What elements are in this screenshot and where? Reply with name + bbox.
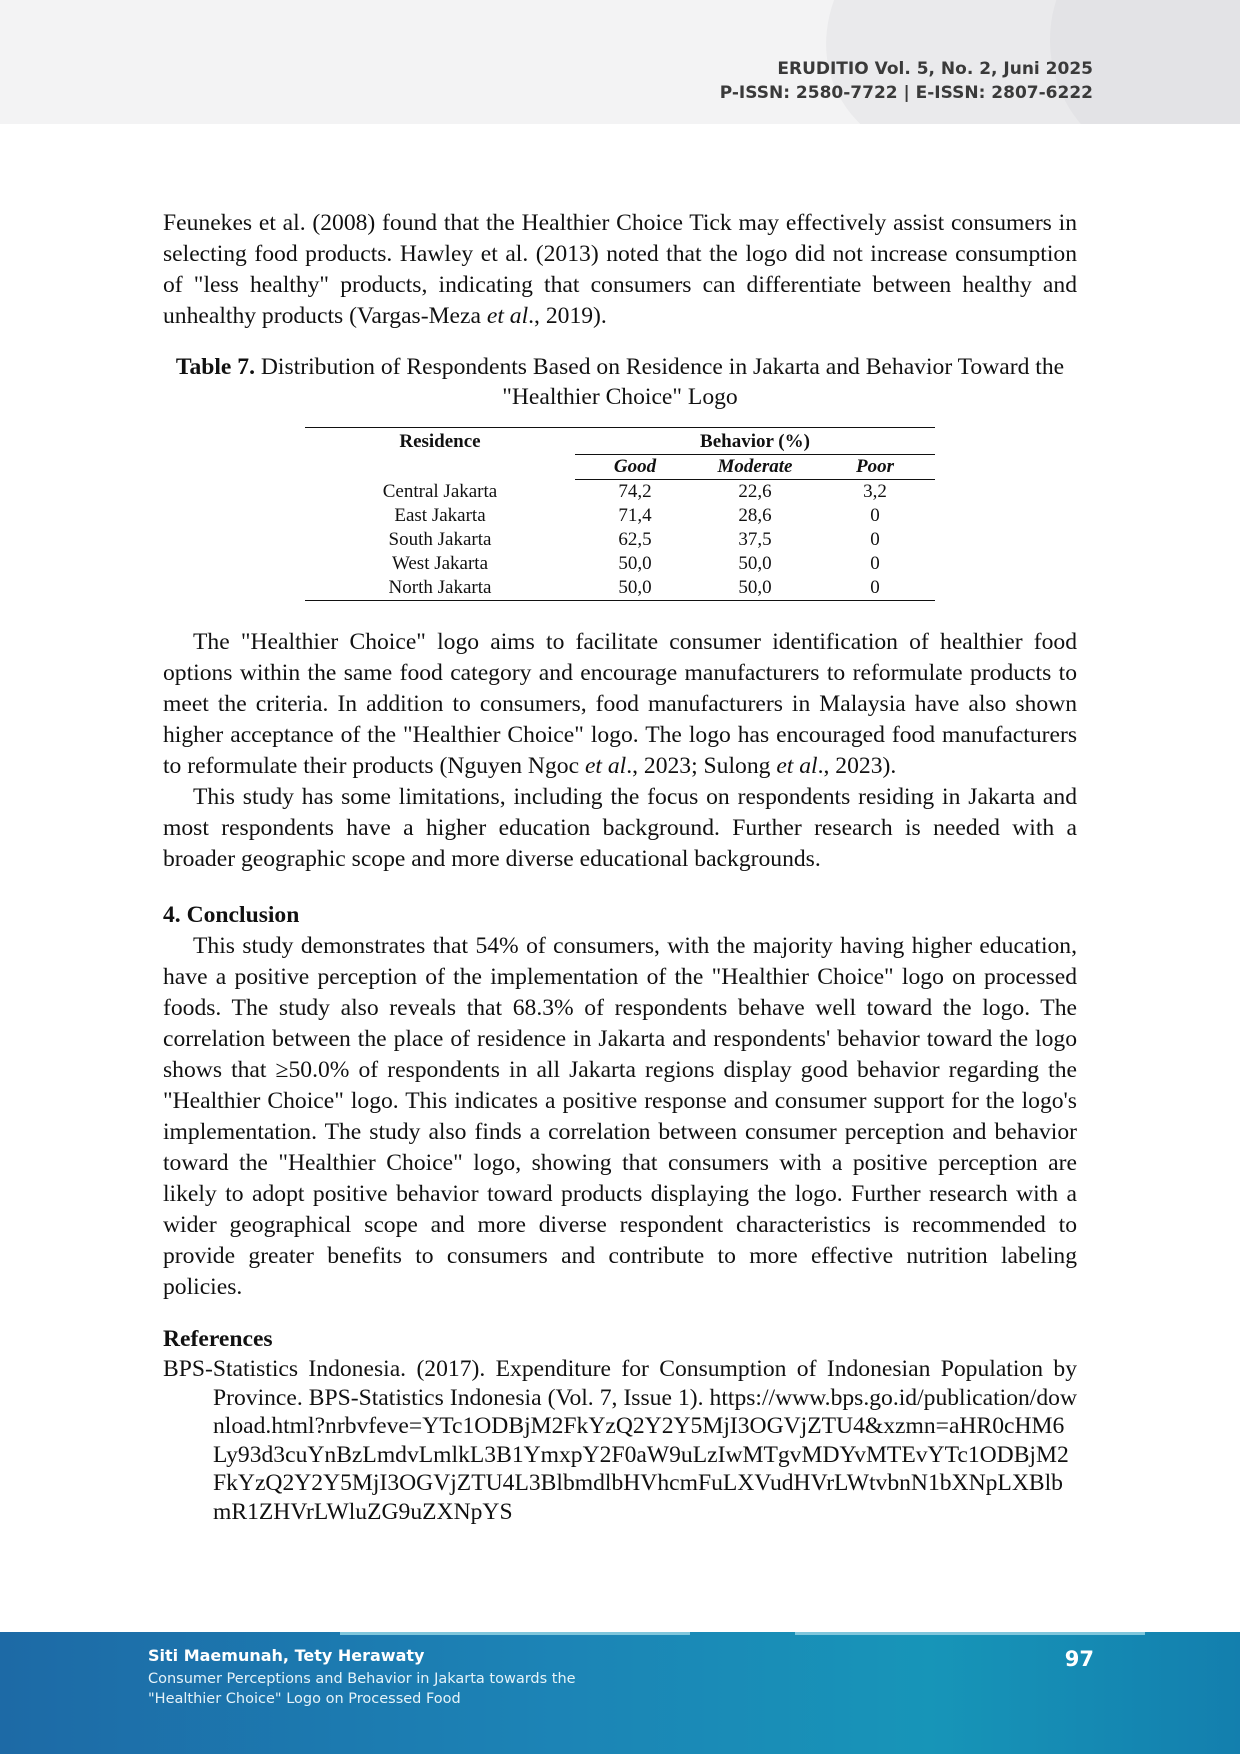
column-header-poor: Poor — [815, 455, 935, 480]
text-run-italic: et al — [584, 753, 627, 779]
cell-good: 50,0 — [575, 576, 695, 601]
residence-behavior-table — [305, 427, 935, 601]
reference-url[interactable]: https://www.bps.go.id/publication/download.html?nrbvfeve=YTc1ODBjM2FkYzQ2Y2Y5MjI3OGVjZTU4&xzmn=aHR0cHM6Ly93d3cuYnBzLmdvLmlkL3B1YmxpY2F0aW9uLzIwMTgvMDYvMTEvYTc1ODBjM2FkYzQ2Y2Y5MjI3OGVjZTU4L3BlbmdlbHVhcmFuLXVudHVrLWtvbnN1bXNpLXBlbmR1ZHVrLWluZG9uZXNpYS — [213, 1384, 1077, 1525]
text-run: Feunekes et al. (2008) found that the Healthier Choice Tick may effectively assist consumers in selecting food products. Hawley et al. (2013) noted that the logo did not increase consumption of "less healthy" products, indicating that consumers can differentiate between healthy and unhealthy products (Vargas-Meza — [163, 210, 1077, 329]
text-run: ., 2023). — [817, 753, 897, 779]
discussion-paragraph — [163, 627, 1077, 782]
cell-moderate: 50,0 — [695, 576, 815, 601]
journal-volume: ERUDITIO Vol. 5, No. 2, Juni 2025 — [777, 59, 1093, 79]
reference-text: BPS-Statistics Indonesia. (2017). Expenditure for Consumption of Indonesian Population by Province. BPS-Statistics Indonesia (Vol. 7, Issue 1). — [163, 1356, 1077, 1411]
text-run: ., 2023; Sulong — [626, 753, 777, 779]
table-row — [305, 576, 935, 601]
cell-residence: South Jakarta — [388, 529, 492, 550]
footer-authors: Siti Maemunah, Tety Herawaty — [148, 1646, 425, 1665]
journal-issn: P-ISSN: 2580-7722 | E-ISSN: 2807-6222 — [719, 83, 1093, 103]
reference-entry — [163, 1355, 1077, 1526]
column-header-good: Good — [575, 455, 695, 480]
conclusion-paragraph: This study demonstrates that 54% of consumers, with the majority having higher education, have a positive perception of the implementation of the "Healthier Choice" logo on processed foods. The study also reveals that 68.3% of respondents behave well toward the logo. The correlation between the place of residence in Jakarta and respondents' behavior toward the logo shows that ≥50.0% of respondents in all Jakarta regions display good behavior regarding the "Healthier Choice" logo. This indicates a positive response and consumer support for the logo's implementation. The study also finds a correlation between consumer perception and behavior toward the "Healthier Choice" logo, showing that consumers with a positive perception are likely to adopt positive behavior toward products displaying the logo. Further research with a wider geographical scope and more diverse respondent characteristics is recommended to provide greater benefits to consumers and contribute to more effective nutrition labeling policies. — [163, 933, 1077, 1300]
cell-good: 62,5 — [618, 529, 652, 550]
section-heading-references: References — [163, 1326, 273, 1352]
cell-good: 71,4 — [618, 505, 652, 526]
table-label: Table 7. — [175, 354, 255, 380]
page-number: 97 — [1064, 1647, 1094, 1671]
table-title: Distribution of Respondents Based on Residence in Jakarta and Behavior Toward the "Healthier Choice" Logo — [255, 354, 1065, 410]
cell-poor: 0 — [870, 529, 880, 550]
footer-title-line: "Healthier Choice" Logo on Processed Food — [148, 1691, 461, 1707]
table-row — [305, 528, 935, 552]
cell-good: 74,2 — [618, 481, 652, 502]
page-content — [163, 208, 1077, 1526]
text-run-italic: et al — [776, 753, 818, 779]
cell-residence: West Jakarta — [391, 553, 489, 574]
cell-residence: North Jakarta — [305, 576, 575, 601]
footer-decoration — [340, 1632, 690, 1635]
cell-residence: East Jakarta — [394, 505, 486, 526]
limitations-paragraph: This study has some limitations, including the focus on respondents residing in Jakarta and most respondents have a higher education background. Further research is needed with a broader geographic scope and more diverse educational backgrounds. — [163, 784, 1077, 872]
journal-info — [720, 57, 1093, 105]
text-run: ., 2019). — [528, 303, 607, 329]
cell-moderate: 22,6 — [738, 481, 772, 502]
cell-poor: 0 — [815, 576, 935, 601]
footer-decoration — [795, 1632, 1145, 1635]
column-header-moderate: Moderate — [695, 455, 815, 480]
column-group-behavior: Behavior (%) — [575, 428, 935, 455]
footer-title-line: Consumer Perceptions and Behavior in Jakarta towards the — [148, 1671, 576, 1687]
footer-article-title — [148, 1669, 668, 1709]
cell-poor: 0 — [870, 505, 880, 526]
cell-poor: 0 — [870, 553, 880, 574]
section-heading-conclusion: 4. Conclusion — [163, 902, 300, 928]
table-caption — [163, 352, 1077, 412]
cell-poor: 3,2 — [863, 481, 887, 502]
table-row — [305, 552, 935, 576]
cell-residence: Central Jakarta — [382, 480, 498, 502]
text-run: The "Healthier Choice" logo aims to facilitate consumer identification of healthier food options within the same food category and encourage manufacturers to reformulate products to meet the criteria. In addition to consumers, food manufacturers in Malaysia have also shown higher acceptance of the "Healthier Choice" logo. The logo has encouraged food manufacturers to reformulate their products (Nguyen Ngoc — [163, 629, 1077, 779]
column-header-residence: Residence — [305, 428, 575, 480]
table-row — [305, 480, 935, 505]
text-run-italic: et al — [486, 303, 529, 329]
table-row — [305, 504, 935, 528]
cell-moderate: 37,5 — [738, 529, 772, 550]
cell-moderate: 50,0 — [738, 553, 772, 574]
cell-moderate: 28,6 — [738, 505, 772, 526]
cell-good: 50,0 — [618, 553, 652, 574]
intro-paragraph — [163, 208, 1077, 332]
